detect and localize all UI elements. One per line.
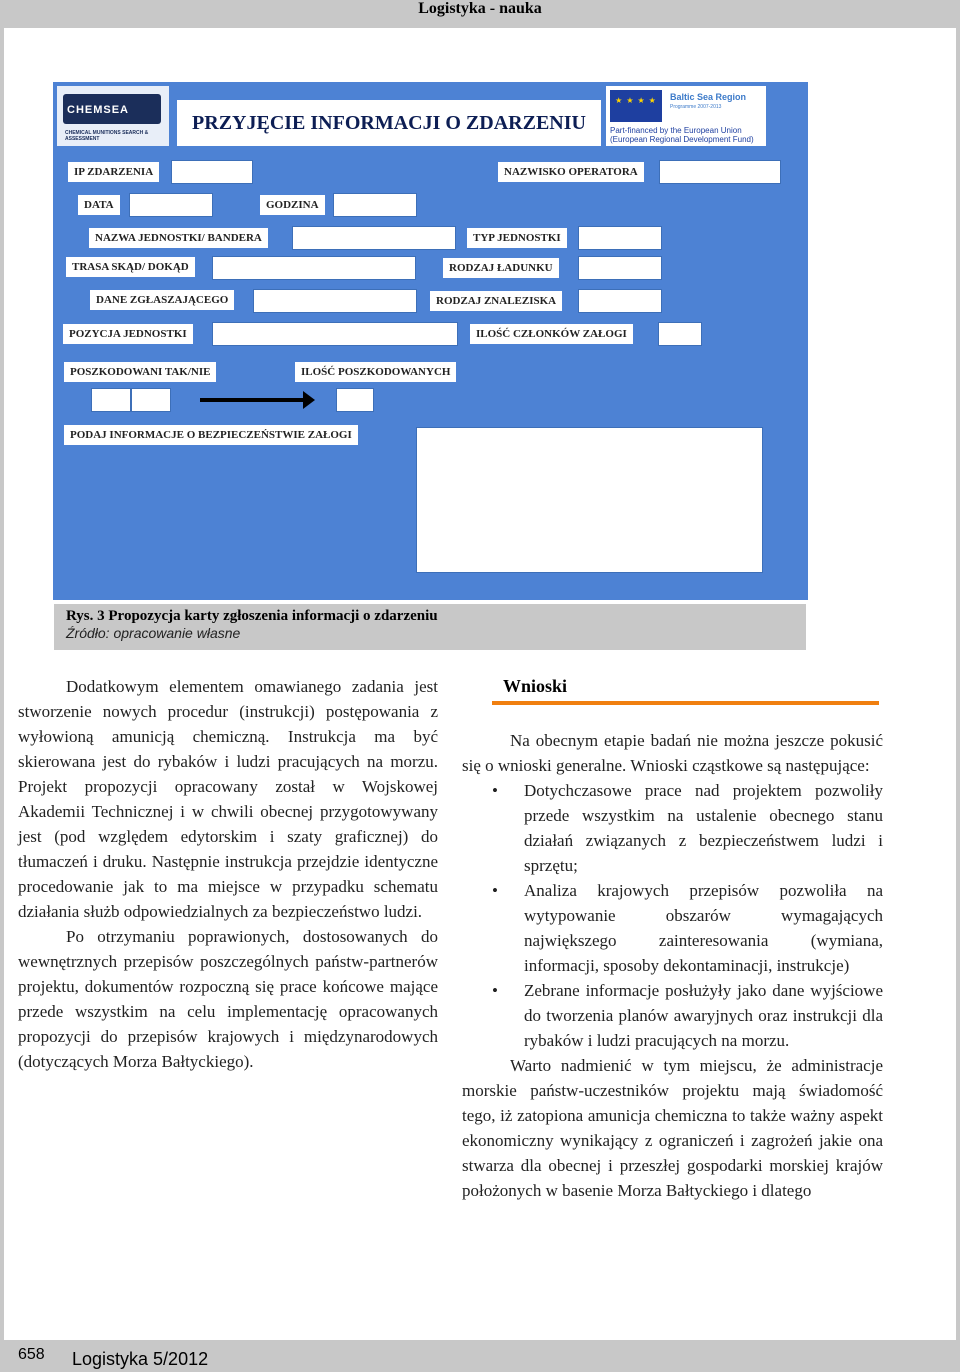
label-poszkodowani: POSZKODOWANI TAK/NIE [64, 362, 216, 382]
right-column [462, 728, 883, 1203]
label-godzina: GODZINA [260, 195, 325, 215]
eu-logo [606, 86, 766, 146]
left-paragraph-2: Po otrzymaniu poprawionych, dostosowanych do wewnętrznych przepisów poszczególnych państw-partnerów projektu, dokumentów rozpoczną się prace końcowe mające przede wszystkim na celu implementację opracowanych propozycji do przepisów krajowych i międzynarodowych (dotyczących Morza Bałtyckiego). [18, 927, 438, 1071]
arrow-icon [200, 398, 305, 402]
label-znalezisko: RODZAJ ZNALEZISKA [430, 291, 562, 311]
conclusions-list [462, 778, 883, 1053]
chemsea-logo [57, 86, 169, 146]
label-dane: DANE ZGŁASZAJĄCEGO [90, 290, 234, 310]
eu-financing: Part-financed by the European Union (European Regional Development Fund) [610, 126, 754, 144]
label-zaloga: ILOŚĆ CZŁONKÓW ZAŁOGI [470, 324, 633, 344]
field-pozycja[interactable] [212, 322, 458, 346]
journal-name: Logistyka 5/2012 [72, 1349, 209, 1369]
field-ilosc[interactable] [336, 388, 374, 412]
field-nazwa[interactable] [292, 226, 456, 250]
figure-caption-box [54, 604, 806, 650]
left-paragraph-1: Dodatkowym elementem omawianego zadania jest stworzenie nowych procedur (instrukcji) postępowania z wyłowioną amunicją chemiczną. Instrukcja ma być skierowana jest do rybaków i ludzi pracujących na morzu. Projekt propozycji opracowany został w Wojskowej Akademii Technicznej i w chwili obecnej przygotowywany jest (pod względem edytorskim i szaty graficznej) do tłumaczeń i druku. Następnie instrukcja przejdzie identyczne procedowanie jak to ma miejsce w przypadku schematu działania służb odpowiedzialnych za bezpieczeństwo ludzi. [18, 677, 438, 921]
field-zaloga[interactable] [658, 322, 702, 346]
running-header: Logistyka - nauka [418, 0, 542, 17]
heading-rule [492, 701, 879, 705]
right-paragraph-2: Warto nadmienić w tym miejscu, że administracje morskie państw-uczestników projektu mają świadomość tego, iż zatopiona amunicja chemiczna to także ważny aspekt ekonomiczny wynikający z ograniczeń i zagrożeń jakie ona stwarza dla obecnej i przeszłej gospodarki morskiej krajów położonych w basenie Morza Bałtyckiego i dlatego [462, 1056, 883, 1200]
field-data[interactable] [129, 193, 213, 217]
list-item: • Dotychczasowe prace nad projektem pozwoliły przede wszystkim na ustalenie obecnego stanu działań związanych z bezpieczeństwem ludzi i sprzętu; [462, 778, 883, 878]
label-pozycja: POZYCJA JEDNOSTKI [63, 324, 193, 344]
label-nazwa: NAZWA JEDNOSTKI/ BANDERA [89, 228, 268, 248]
field-godzina[interactable] [333, 193, 417, 217]
label-bezpieczenstwo: PODAJ INFORMACJE O BEZPIECZEŃSTWIE ZAŁOGI [64, 425, 358, 445]
field-ladunek[interactable] [578, 256, 662, 280]
list-item: • Analiza krajowych przepisów pozwoliła na wytypowanie obszarów wymagających największego zainteresowania (wymiana, informacji, sposoby dekontaminacji, instrukcje) [462, 878, 883, 978]
label-ip: IP ZDARZENIA [68, 162, 159, 182]
eu-flag-icon [610, 90, 662, 122]
figure-source: Źródło: opracowanie własne [66, 625, 241, 641]
list-item: • Zebrane informacje posłużyły jako dane wyjściowe do tworzenia planów awaryjnych oraz instrukcji dla rybaków i ludzi pracujących na morzu. [462, 978, 883, 1053]
field-trasa[interactable] [212, 256, 416, 280]
field-dane[interactable] [253, 289, 417, 313]
label-trasa: TRASA SKĄD/ DOKĄD [66, 257, 195, 277]
label-operator: NAZWISKO OPERATORA [498, 162, 644, 182]
figure-caption: Rys. 3 Propozycja karty zgłoszenia informacji o zdarzeniu [66, 608, 438, 624]
label-ilosc-poszkodowanych: ILOŚĆ POSZKODOWANYCH [295, 362, 456, 382]
eu-flag-stars: ★ ★ ★ ★ [615, 96, 657, 105]
section-heading: Wnioski [503, 676, 568, 696]
field-nie[interactable] [131, 388, 171, 412]
form-title: PRZYJĘCIE INFORMACJI O ZDARZENIU [177, 100, 601, 146]
field-typ[interactable] [578, 226, 662, 250]
left-column [18, 674, 438, 1074]
field-znalezisko[interactable] [578, 289, 662, 313]
field-tak[interactable] [91, 388, 131, 412]
page-number: 658 [18, 1346, 45, 1363]
right-paragraph-1: Na obecnym etapie badań nie można jeszcze pokusić się o wnioski generalne. Wnioski cząstkowe są następujące: [462, 731, 883, 775]
logo-text: CHEMSEA [67, 104, 130, 116]
label-typ: TYP JEDNOSTKI [467, 228, 567, 248]
incident-form-figure [53, 82, 808, 600]
label-ladunek: RODZAJ ŁADUNKU [443, 258, 559, 278]
field-ip[interactable] [171, 160, 253, 184]
field-operator[interactable] [659, 160, 781, 184]
label-data: DATA [78, 195, 120, 215]
bsr-title: Baltic Sea Region [670, 92, 747, 102]
logo-subtext: CHEMICAL MUNITIONS SEARCH & ASSESSMENT [65, 130, 149, 142]
bsr-programme: Programme 2007-2013 [670, 104, 722, 110]
field-bezpieczenstwo[interactable] [416, 427, 763, 573]
